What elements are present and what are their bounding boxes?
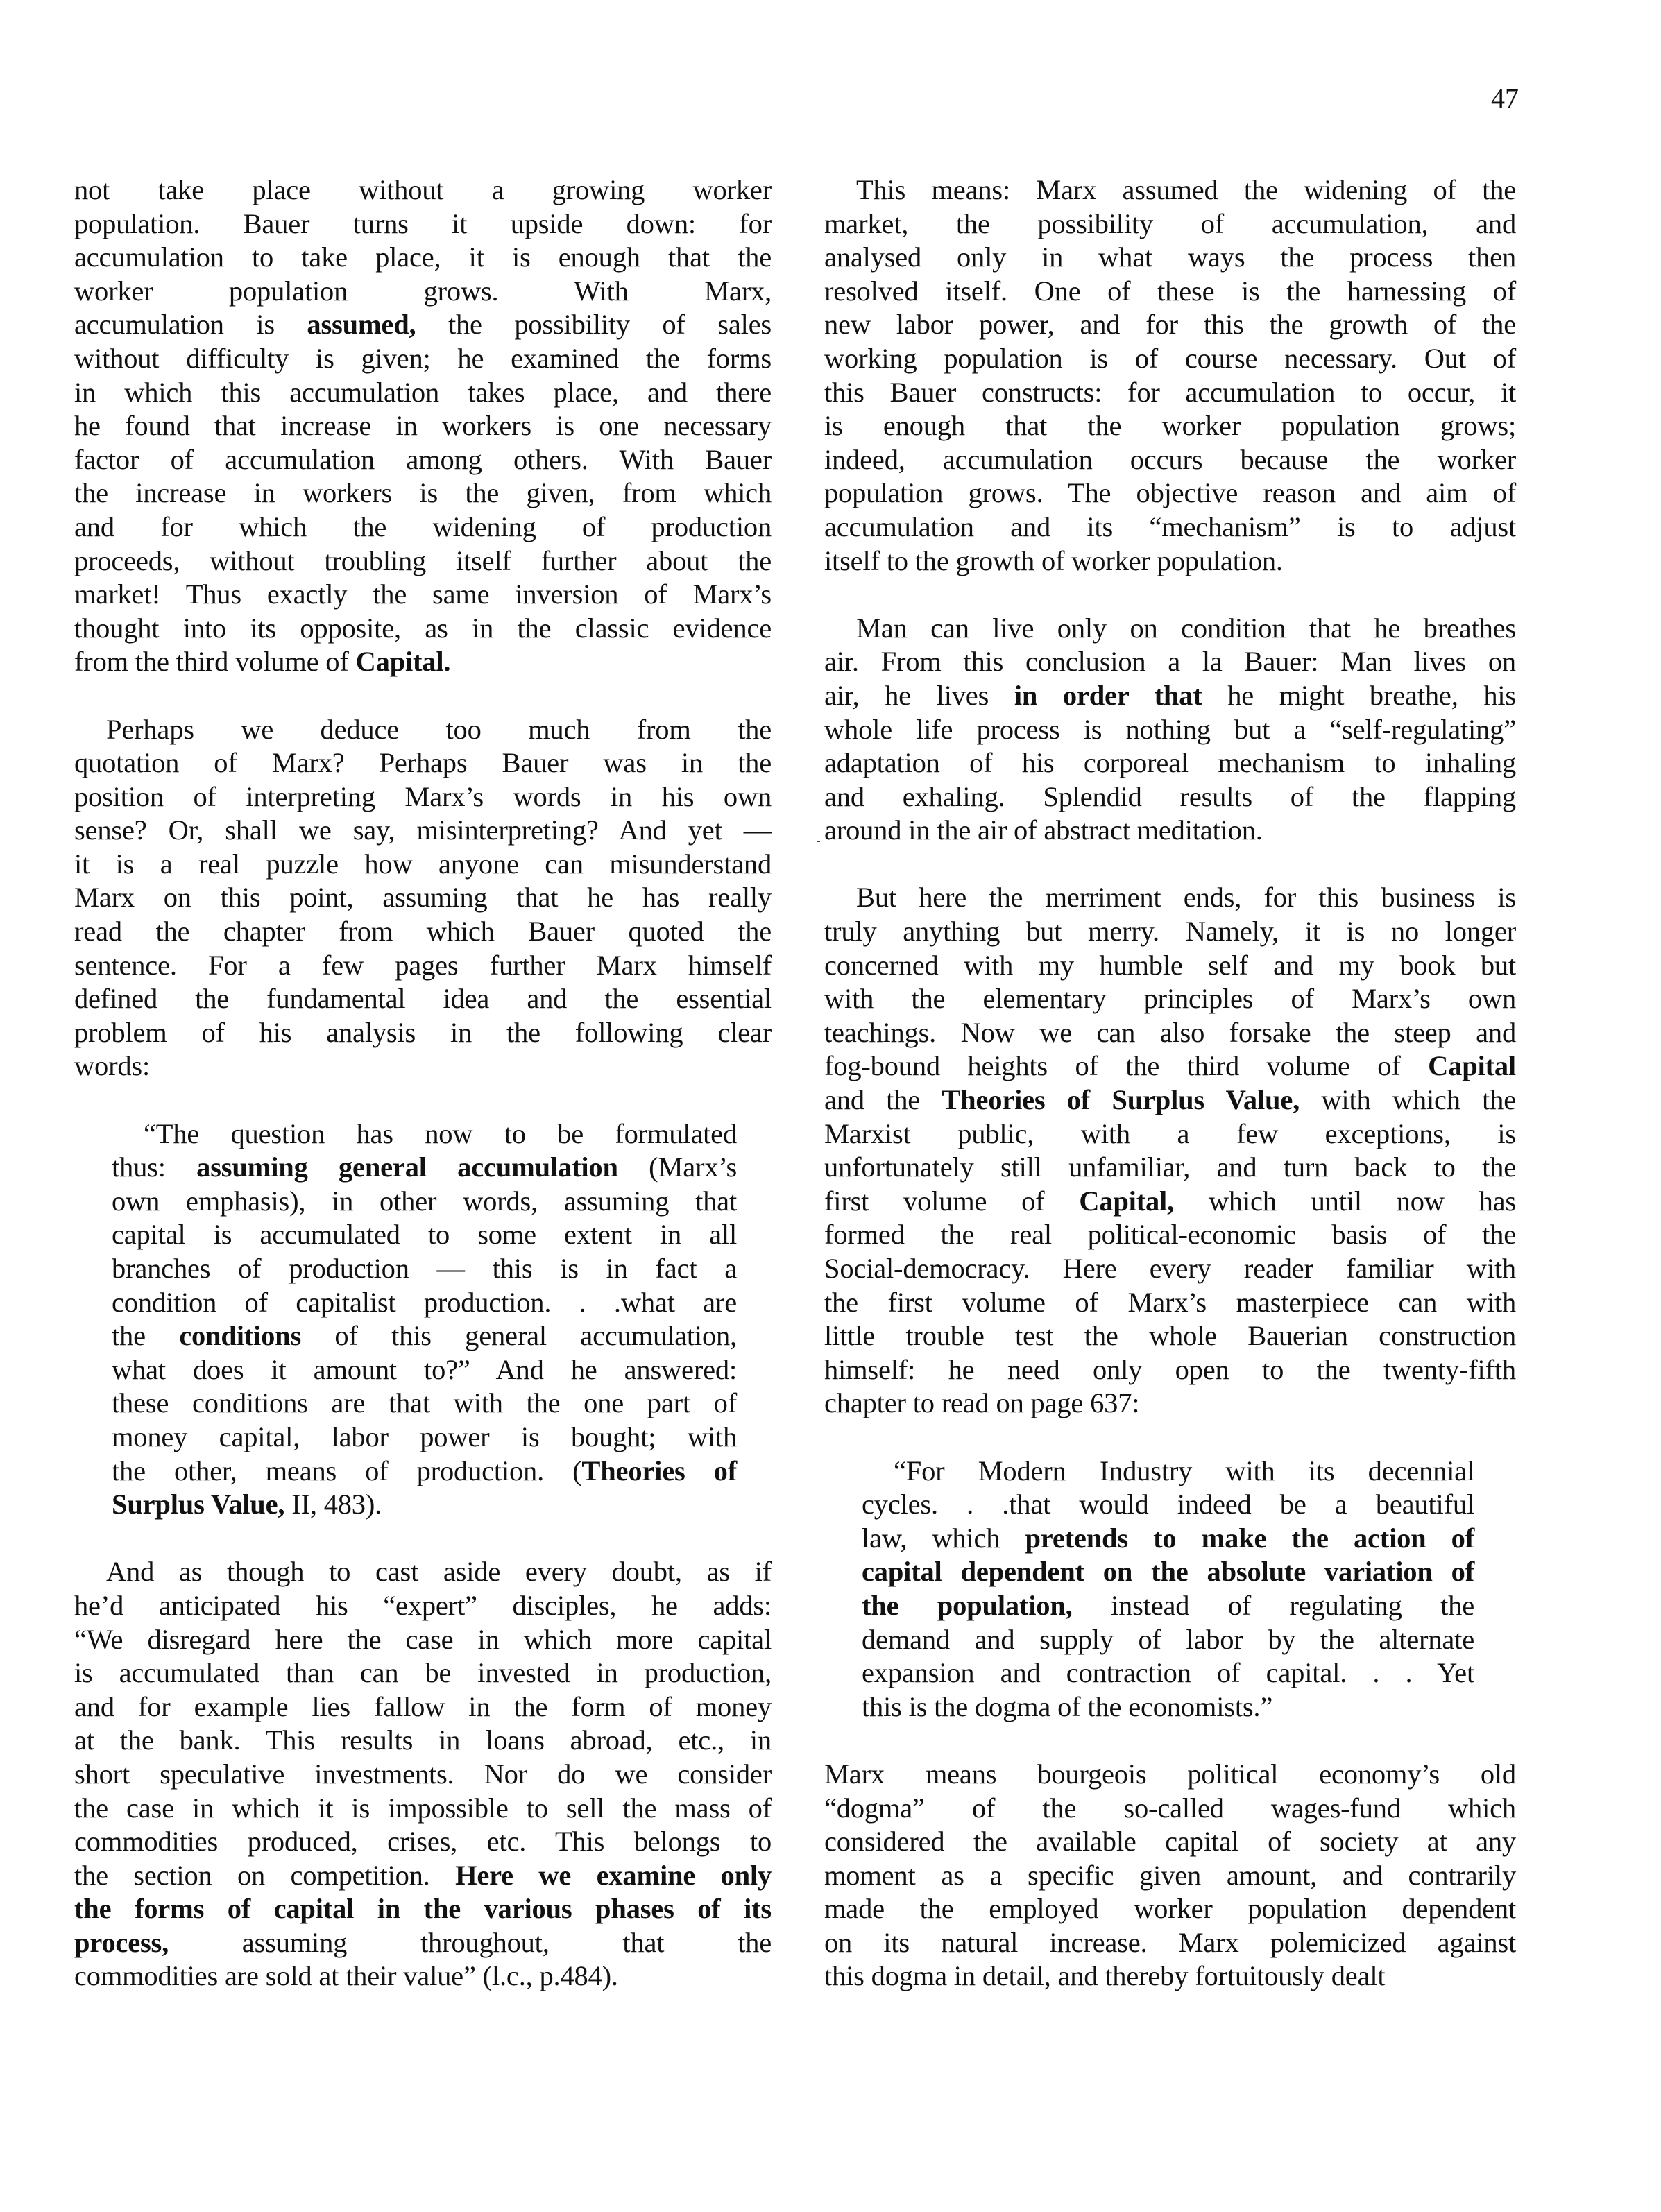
- text-run: in which this accumulation takes place, and there: [74, 376, 772, 408]
- text-run: law, which: [862, 1522, 1025, 1554]
- text-run: working population is of course necessary. Out of: [824, 342, 1516, 374]
- bold-text: assumed,: [307, 309, 416, 341]
- text-run: thus:: [112, 1151, 197, 1183]
- text-line: [824, 545, 1516, 578]
- text-run: moment as a specific given amount, and contrarily: [824, 1859, 1516, 1891]
- text-line: [74, 443, 772, 477]
- text-line: [824, 949, 1516, 983]
- text-run: not take place without a growing worker: [74, 174, 772, 205]
- text-line: [824, 1016, 1516, 1050]
- text-run: “We disregard here the case in which more capital: [74, 1623, 772, 1655]
- text-line: [824, 511, 1516, 545]
- text-line: [862, 1623, 1474, 1657]
- text-line: [824, 477, 1516, 511]
- text-line: [112, 1421, 737, 1455]
- text-line: [862, 1555, 1474, 1589]
- text-line: [74, 477, 772, 511]
- text-line: [824, 1892, 1516, 1926]
- left-column: [74, 173, 772, 1994]
- text-run: truly anything but merry. Namely, it is no longer: [824, 916, 1516, 948]
- text-run: But here the merriment ends, for this business is: [856, 882, 1516, 914]
- text-run: the increase in workers is the given, from which: [74, 477, 772, 509]
- text-line: [74, 1926, 772, 1960]
- text-line: [74, 814, 772, 848]
- text-line: [74, 746, 772, 780]
- bold-text: conditions: [179, 1320, 302, 1352]
- text-line: [74, 612, 772, 646]
- text-run: considered the available capital of society at any: [824, 1826, 1516, 1858]
- paragraph: [824, 881, 1516, 1421]
- text-line: [74, 207, 772, 241]
- text-line: [824, 1252, 1516, 1286]
- text-line: [824, 409, 1516, 443]
- text-run: Marx on this point, assuming that he has really: [74, 882, 772, 914]
- text-run: adaptation of his corporeal mechanism to inhaling: [824, 747, 1516, 779]
- text-line: [74, 1589, 772, 1623]
- text-line: [74, 645, 772, 679]
- text-line: [824, 645, 1516, 679]
- bold-text: Capital,: [1079, 1185, 1175, 1217]
- bold-text: assuming general accumulation: [196, 1151, 618, 1183]
- text-run: first volume of: [824, 1185, 1080, 1217]
- text-line: [824, 376, 1516, 410]
- text-line: [74, 1656, 772, 1690]
- bold-text: capital dependent on the absolute variation of: [862, 1556, 1474, 1588]
- text-run: whole life process is nothing but a “self-regulating”: [824, 713, 1516, 745]
- text-run: cycles. . .that would indeed be a beautiful: [862, 1489, 1474, 1520]
- text-run: analysed only in what ways the process then: [824, 241, 1516, 273]
- text-line: [824, 1792, 1516, 1826]
- text-line: [824, 1353, 1516, 1387]
- text-run: (Marx’s: [617, 1151, 738, 1183]
- text-line: [74, 1555, 772, 1589]
- text-run: sense? Or, shall we say, misinterpreting? And yet —: [74, 814, 772, 846]
- text-line: [112, 1117, 737, 1151]
- text-line: [112, 1151, 737, 1185]
- text-run: on its natural increase. Marx polemicized against: [824, 1926, 1516, 1958]
- text-line: [824, 814, 1516, 848]
- text-run: read the chapter from which Bauer quoted the: [74, 916, 772, 948]
- text-line: [74, 713, 772, 747]
- text-run: he’d anticipated his “expert” disciples, he adds:: [74, 1589, 772, 1621]
- text-run: Social-democracy. Here every reader familiar with: [824, 1253, 1516, 1284]
- text-run: is enough that the worker population grows;: [824, 410, 1516, 442]
- text-run: problem of his analysis in the following clear: [74, 1016, 772, 1048]
- text-run: branches of production — this is in fact a: [112, 1253, 737, 1284]
- text-run: concerned with my humble self and my book but: [824, 949, 1516, 981]
- text-run: and exhaling. Splendid results of the flapping: [824, 780, 1516, 812]
- text-line: [74, 342, 772, 376]
- text-run: with which the: [1300, 1084, 1516, 1116]
- text-line: [824, 1117, 1516, 1151]
- text-run: the: [112, 1320, 180, 1352]
- text-line: [824, 780, 1516, 814]
- text-run: the section on competition.: [74, 1859, 456, 1891]
- text-run: market! Thus exactly the same inversion of Marx’s: [74, 578, 772, 610]
- text-run: fog-bound heights of the third volume of: [824, 1050, 1429, 1082]
- text-run: from the third volume of: [74, 646, 356, 678]
- text-run: air. From this conclusion a la Bauer: Man lives on: [824, 646, 1516, 678]
- text-line: [74, 1859, 772, 1893]
- text-line: [824, 881, 1516, 915]
- text-line: [824, 1319, 1516, 1353]
- text-line: [74, 848, 772, 882]
- text-line: [824, 308, 1516, 342]
- text-run: the case in which it is impossible to sell the mass of: [74, 1792, 772, 1824]
- text-run: And as though to cast aside every doubt, as if: [106, 1556, 772, 1588]
- text-run: without difficulty is given; he examined the forms: [74, 342, 772, 374]
- text-run: population grows. The objective reason and aim of: [824, 477, 1516, 509]
- text-line: [824, 713, 1516, 747]
- text-line: [862, 1589, 1474, 1623]
- text-run: own emphasis), in other words, assuming that: [112, 1185, 737, 1217]
- text-line: [824, 1825, 1516, 1859]
- text-run: this dogma in detail, and thereby fortuitously dealt: [824, 1960, 1386, 1992]
- paragraph-gap: [74, 1522, 772, 1556]
- text-line: [824, 1083, 1516, 1117]
- text-run: accumulation is: [74, 309, 307, 341]
- text-line: [74, 1825, 772, 1859]
- text-run: accumulation to take place, it is enough that the: [74, 241, 772, 273]
- text-line: [112, 1252, 737, 1286]
- text-run: factor of accumulation among others. With Bauer: [74, 443, 772, 475]
- text-line: [862, 1488, 1474, 1522]
- paragraph-gap: [824, 1421, 1516, 1455]
- text-line: [74, 1960, 772, 1994]
- text-line: [824, 443, 1516, 477]
- paragraph-gap: [824, 848, 1516, 882]
- text-run: “For Modern Industry with its decennial: [894, 1455, 1474, 1486]
- text-line: [74, 915, 772, 949]
- text-run: he found that increase in workers is one necessary: [74, 410, 772, 442]
- text-run: with the elementary principles of Marx’s own: [824, 983, 1516, 1015]
- text-run: assuming throughout, that the: [169, 1926, 772, 1958]
- text-run: what does it amount to?” And he answered:: [112, 1353, 737, 1385]
- text-line: [824, 342, 1516, 376]
- text-line: [74, 949, 772, 983]
- text-run: Marx means bourgeois political economy’s old: [824, 1758, 1516, 1790]
- text-line: [824, 1286, 1516, 1320]
- bold-text: Here we examine only: [455, 1859, 772, 1891]
- text-line: [74, 780, 772, 814]
- bold-text: Capital.: [355, 646, 451, 678]
- text-run: which until now has: [1174, 1185, 1516, 1217]
- text-run: capital is accumulated to some extent in all: [112, 1219, 737, 1251]
- block-quote: [824, 1455, 1516, 1724]
- text-run: this Bauer constructs: for accumulation to occur, it: [824, 376, 1516, 408]
- text-line: [824, 1049, 1516, 1083]
- text-run: the possibility of sales: [416, 309, 772, 341]
- text-run: little trouble test the whole Bauerian construction: [824, 1320, 1516, 1352]
- bold-text: the forms of capital in the various phases of its: [74, 1893, 772, 1925]
- text-line: [824, 275, 1516, 309]
- paragraph: [74, 713, 772, 1084]
- bold-text: Surplus Value,: [112, 1489, 285, 1520]
- text-line: [824, 746, 1516, 780]
- text-run: and for example lies fallow in the form of money: [74, 1690, 772, 1722]
- text-run: proceeds, without troubling itself further about the: [74, 545, 772, 576]
- text-run: around in the air of abstract meditation.: [824, 814, 1263, 846]
- paragraph: [824, 1758, 1516, 1994]
- text-line: [74, 1623, 772, 1657]
- text-run: This means: Marx assumed the widening of the: [856, 174, 1516, 205]
- text-run: money capital, labor power is bought; with: [112, 1421, 737, 1452]
- text-run: Marxist public, with a few exceptions, is: [824, 1117, 1516, 1149]
- text-line: [824, 207, 1516, 241]
- text-run: air, he lives: [824, 679, 1014, 711]
- text-run: sentence. For a few pages further Marx himself: [74, 949, 772, 981]
- text-run: demand and supply of labor by the alternate: [862, 1623, 1474, 1655]
- paragraph: [824, 612, 1516, 848]
- text-line: [862, 1522, 1474, 1556]
- text-run: unfortunately still unfamiliar, and turn back to the: [824, 1151, 1516, 1183]
- text-run: thought into its opposite, as in the classic evidence: [74, 612, 772, 644]
- text-line: [824, 241, 1516, 275]
- bold-text: process,: [74, 1926, 169, 1958]
- text-line: [74, 376, 772, 410]
- text-run: the other, means of production. (: [112, 1455, 582, 1486]
- text-run: and the: [824, 1084, 942, 1116]
- text-line: [74, 173, 772, 207]
- text-line: [824, 1758, 1516, 1792]
- paragraph-gap: [74, 1083, 772, 1117]
- text-run: commodities are sold at their value” (l.c., p.484).: [74, 1960, 618, 1992]
- text-line: [862, 1656, 1474, 1690]
- text-run: made the employed worker population dependent: [824, 1893, 1516, 1925]
- text-run: “The question has now to be formulated: [144, 1117, 737, 1149]
- paragraph-gap: [824, 1724, 1516, 1758]
- text-line: [112, 1185, 737, 1219]
- text-run: himself: he need only open to the twenty-fifth: [824, 1353, 1516, 1385]
- text-run: defined the fundamental idea and the essential: [74, 983, 772, 1015]
- text-line: [74, 1792, 772, 1826]
- text-line: [74, 1892, 772, 1926]
- paragraph: [74, 1555, 772, 1994]
- text-line: [112, 1353, 737, 1387]
- block-quote: [74, 1117, 772, 1522]
- scan-speck: [817, 841, 820, 842]
- text-line: [112, 1455, 737, 1489]
- text-run: teachings. Now we can also forsake the steep and: [824, 1016, 1516, 1048]
- text-line: [112, 1319, 737, 1353]
- text-line: [74, 275, 772, 309]
- right-column: [824, 173, 1516, 1994]
- text-run: II, 483).: [284, 1489, 382, 1520]
- text-run: of this general accumulation,: [301, 1320, 737, 1352]
- text-run: at the bank. This results in loans abroad, etc., in: [74, 1724, 772, 1756]
- bold-text: in order that: [1014, 679, 1202, 711]
- bold-text: the population,: [862, 1589, 1073, 1621]
- text-line: [824, 612, 1516, 646]
- text-run: position of interpreting Marx’s words in his own: [74, 780, 772, 812]
- text-line: [74, 1690, 772, 1724]
- text-run: itself to the growth of worker population.: [824, 545, 1283, 576]
- text-line: [112, 1218, 737, 1252]
- text-line: [74, 982, 772, 1016]
- text-line: [824, 1185, 1516, 1219]
- text-line: [112, 1387, 737, 1421]
- text-line: [74, 1724, 772, 1758]
- text-line: [824, 982, 1516, 1016]
- text-line: [74, 881, 772, 915]
- text-run: the first volume of Marx’s masterpiece can with: [824, 1286, 1516, 1318]
- text-line: [74, 1016, 772, 1050]
- text-run: condition of capitalist production. . .what are: [112, 1286, 737, 1318]
- text-run: is accumulated than can be invested in production,: [74, 1657, 772, 1689]
- bold-text: Theories of: [581, 1455, 737, 1486]
- bold-text: Capital: [1428, 1050, 1516, 1082]
- text-line: [862, 1690, 1474, 1724]
- paragraph: [824, 173, 1516, 578]
- text-line: [824, 915, 1516, 949]
- text-line: [74, 545, 772, 578]
- text-line: [824, 1926, 1516, 1960]
- text-run: chapter to read on page 637:: [824, 1387, 1140, 1419]
- text-run: and for which the widening of production: [74, 511, 772, 542]
- text-line: [74, 308, 772, 342]
- text-line: [74, 409, 772, 443]
- text-run: Perhaps we deduce too much from the: [106, 713, 772, 745]
- text-run: quotation of Marx? Perhaps Bauer was in the: [74, 747, 772, 779]
- text-run: “dogma” of the so-called wages-fund which: [824, 1792, 1516, 1824]
- text-line: [824, 173, 1516, 207]
- text-run: commodities produced, crises, etc. This belongs to: [74, 1826, 772, 1858]
- text-line: [74, 578, 772, 612]
- text-run: new labor power, and for this the growth of the: [824, 309, 1516, 341]
- text-line: [824, 1387, 1516, 1421]
- text-line: [824, 1218, 1516, 1252]
- paragraph: [74, 173, 772, 679]
- bold-text: pretends to make the action of: [1025, 1522, 1475, 1554]
- text-line: [74, 511, 772, 545]
- text-run: it is a real puzzle how anyone can misunderstand: [74, 848, 772, 880]
- text-line: [112, 1286, 737, 1320]
- text-line: [112, 1488, 737, 1522]
- text-run: indeed, accumulation occurs because the worker: [824, 443, 1516, 475]
- paragraph-gap: [824, 578, 1516, 612]
- text-line: [74, 1758, 772, 1792]
- page-number: 47: [1491, 83, 1519, 114]
- text-run: this is the dogma of the economists.”: [862, 1690, 1273, 1722]
- text-run: these conditions are that with the one part of: [112, 1387, 737, 1419]
- text-run: short speculative investments. Nor do we consider: [74, 1758, 772, 1790]
- text-run: he might breathe, his: [1202, 679, 1516, 711]
- text-run: worker population grows. With Marx,: [74, 275, 772, 307]
- text-run: words:: [74, 1050, 151, 1082]
- text-run: market, the possibility of accumulation, and: [824, 207, 1516, 239]
- text-run: formed the real political-economic basis of the: [824, 1219, 1516, 1251]
- text-run: expansion and contraction of capital. . . Yet: [862, 1657, 1474, 1689]
- text-line: [74, 241, 772, 275]
- text-line: [74, 1049, 772, 1083]
- text-line: [824, 679, 1516, 713]
- text-line: [824, 1151, 1516, 1185]
- text-line: [824, 1859, 1516, 1893]
- text-run: accumulation and its “mechanism” is to adjust: [824, 511, 1516, 542]
- text-run: resolved itself. One of these is the harnessing of: [824, 275, 1516, 307]
- text-run: population. Bauer turns it upside down: for: [74, 207, 772, 239]
- text-run: Man can live only on condition that he breathes: [856, 612, 1516, 644]
- text-line: [862, 1455, 1474, 1489]
- text-run: instead of regulating the: [1072, 1589, 1474, 1621]
- bold-text: Theories of Surplus Value,: [942, 1084, 1300, 1116]
- paragraph-gap: [74, 679, 772, 713]
- text-line: [824, 1960, 1516, 1994]
